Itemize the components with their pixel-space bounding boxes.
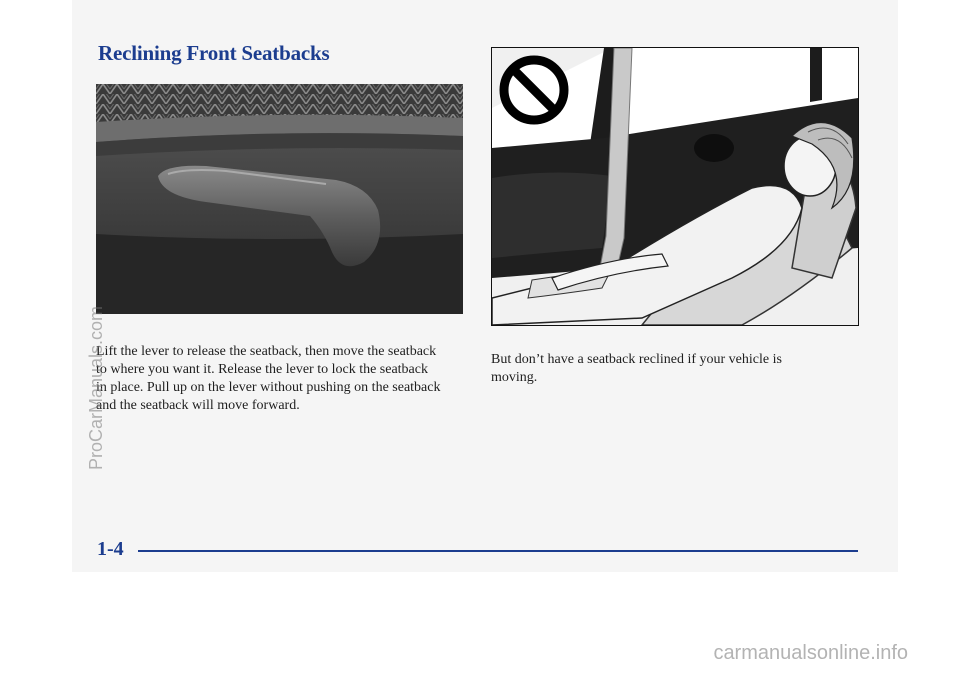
page-number: 1-4 bbox=[97, 538, 124, 560]
side-watermark: ProCarManuals.com bbox=[86, 305, 106, 470]
footer-rule bbox=[138, 550, 858, 552]
recline-lever-photo bbox=[96, 84, 463, 314]
lever-instructions-paragraph: Lift the lever to release the seatback, then move the seatback to where you want it. Release the lever to lock the seatback in place. Pull up on the lever without pushing on the seatback and the seatback will move forward. bbox=[96, 344, 441, 413]
recline-warning-paragraph: But don’t have a seatback reclined if your vehicle is moving. bbox=[491, 352, 782, 385]
reclined-passenger-illustration bbox=[491, 47, 859, 326]
bottom-watermark: carmanualsonline.info bbox=[713, 642, 908, 664]
section-title: Reclining Front Seatbacks bbox=[98, 41, 330, 65]
